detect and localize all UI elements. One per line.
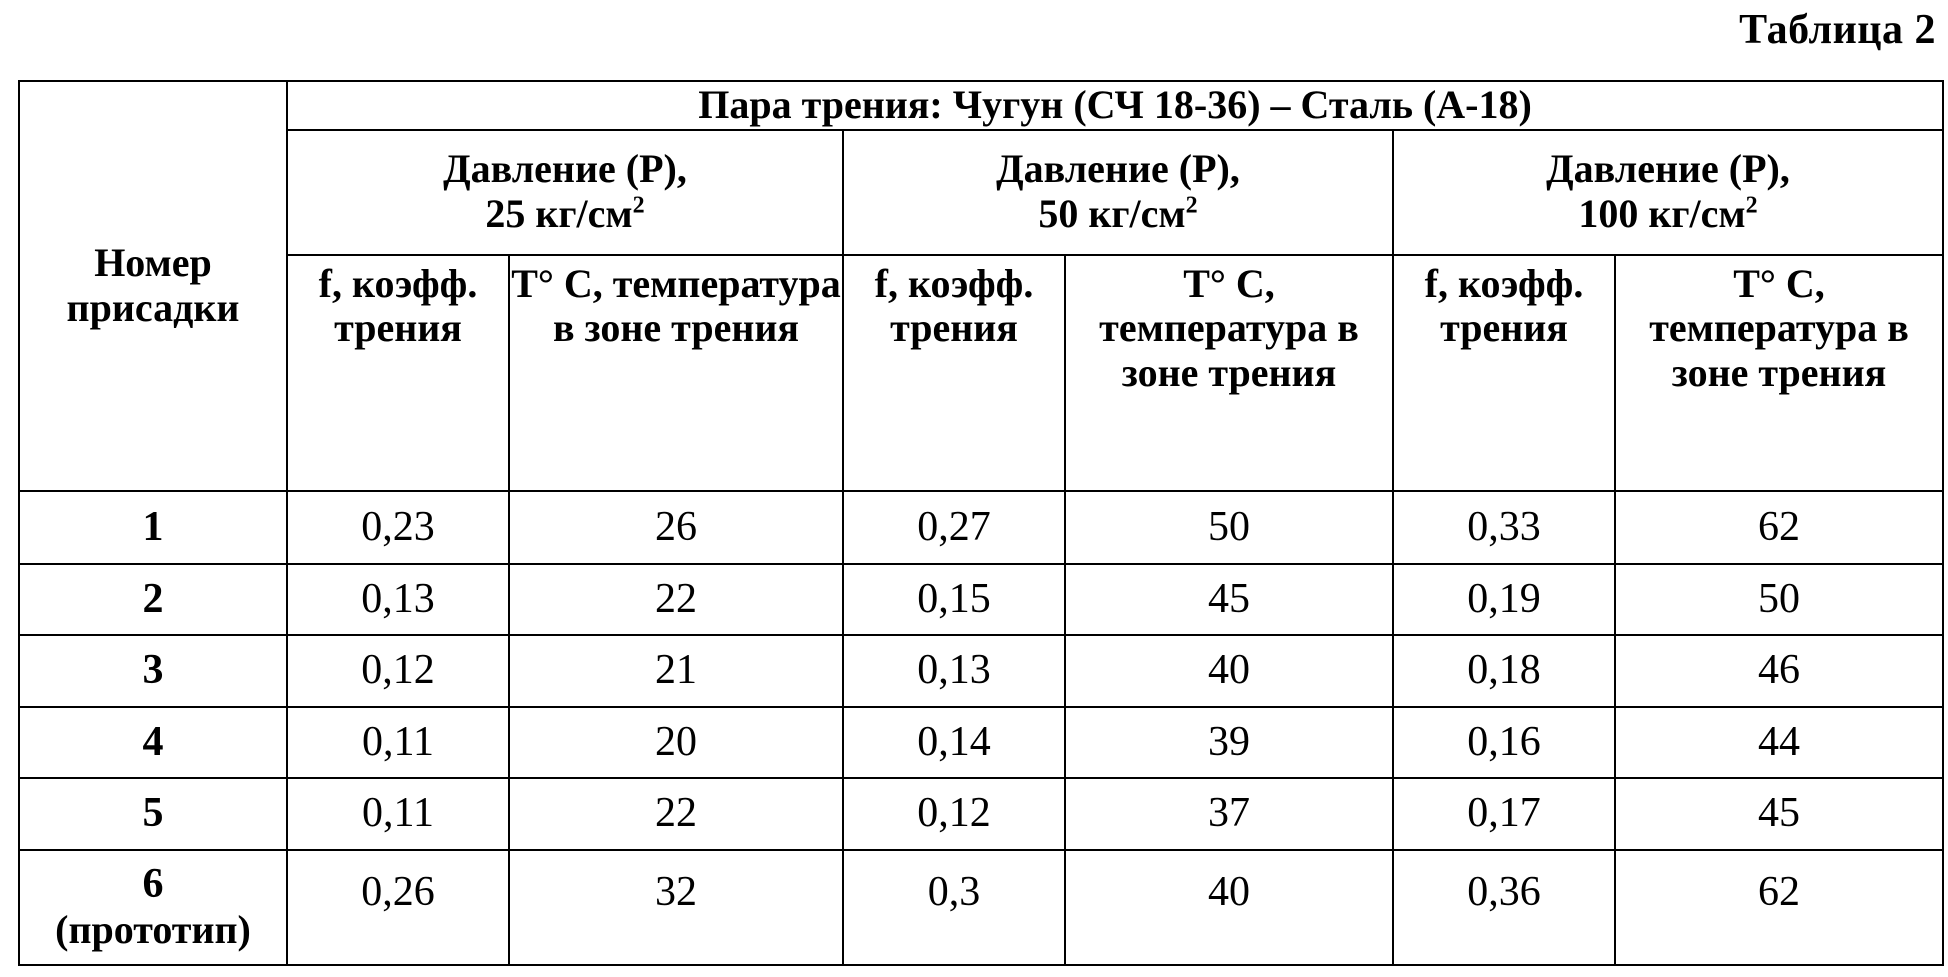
pressure-label: Давление (Р), xyxy=(1546,146,1790,192)
additive-number-value: 6 xyxy=(142,861,164,908)
table-cell: 0,13 xyxy=(287,564,509,635)
additive-number: 1 xyxy=(19,491,287,563)
table-cell: 44 xyxy=(1615,707,1943,778)
table-cell: 22 xyxy=(509,778,843,849)
table-cell: 21 xyxy=(509,635,843,706)
table-cell: 37 xyxy=(1065,778,1393,849)
temperature-header: Т° С, температура в зоне трения xyxy=(509,255,843,492)
table-cell: 62 xyxy=(1615,850,1943,965)
friction-coefficient-header: f, коэфф. трения xyxy=(843,255,1065,492)
additive-number: 4 xyxy=(19,707,287,778)
pressure-unit-exponent: 2 xyxy=(632,192,645,219)
table-row xyxy=(19,707,1943,778)
table-cell: 45 xyxy=(1615,778,1943,849)
table-cell: 0,17 xyxy=(1393,778,1615,849)
table-row xyxy=(19,778,1943,849)
temperature-header: Т° С, температура в зоне трения xyxy=(1065,255,1393,492)
additive-number: 3 xyxy=(19,635,287,706)
friction-table xyxy=(18,80,1944,966)
table-cell: 20 xyxy=(509,707,843,778)
table-row xyxy=(19,564,1943,635)
prototype-label: (прототип) xyxy=(55,907,251,953)
table-cell: 26 xyxy=(509,491,843,563)
table-cell: 0,26 xyxy=(287,850,509,965)
table-cell: 50 xyxy=(1615,564,1943,635)
table-row xyxy=(19,491,1943,563)
pressure-unit-exponent: 2 xyxy=(1745,192,1758,219)
table-cell: 0,33 xyxy=(1393,491,1615,563)
table-cell: 0,19 xyxy=(1393,564,1615,635)
table-cell: 0,13 xyxy=(843,635,1065,706)
table-row xyxy=(19,635,1943,706)
table-cell: 0,16 xyxy=(1393,707,1615,778)
table-cell: 22 xyxy=(509,564,843,635)
group-title: Пара трения: Чугун (СЧ 18-36) – Сталь (А-18) xyxy=(287,81,1943,130)
pressure-value: 25 кг/см xyxy=(485,191,633,237)
friction-coefficient-header: f, коэфф. трения xyxy=(1393,255,1615,492)
table-cell: 40 xyxy=(1065,635,1393,706)
table-cell: 0,27 xyxy=(843,491,1065,563)
table-cell: 0,23 xyxy=(287,491,509,563)
table-caption: Таблица 2 xyxy=(1739,7,1936,53)
row-header: Номер присадки xyxy=(19,81,287,491)
table-row xyxy=(19,850,1943,965)
table-cell: 0,14 xyxy=(843,707,1065,778)
additive-number xyxy=(19,850,287,965)
table-cell: 0,15 xyxy=(843,564,1065,635)
table-cell: 0,12 xyxy=(287,635,509,706)
table-cell: 46 xyxy=(1615,635,1943,706)
pressure-header-100 xyxy=(1393,130,1943,255)
table-cell: 62 xyxy=(1615,491,1943,563)
additive-number: 2 xyxy=(19,564,287,635)
additive-number: 5 xyxy=(19,778,287,849)
pressure-value: 50 кг/см xyxy=(1038,191,1186,237)
table-cell: 0,11 xyxy=(287,707,509,778)
friction-coefficient-header: f, коэфф. трения xyxy=(287,255,509,492)
table-cell: 40 xyxy=(1065,850,1393,965)
pressure-label: Давление (Р), xyxy=(996,146,1240,192)
pressure-header-25 xyxy=(287,130,843,255)
table-cell: 32 xyxy=(509,850,843,965)
table-cell: 0,36 xyxy=(1393,850,1615,965)
table-cell: 0,18 xyxy=(1393,635,1615,706)
pressure-label: Давление (Р), xyxy=(443,146,687,192)
table-cell: 0,11 xyxy=(287,778,509,849)
table-cell: 0,12 xyxy=(843,778,1065,849)
table-cell: 0,3 xyxy=(843,850,1065,965)
table-cell: 45 xyxy=(1065,564,1393,635)
pressure-unit-exponent: 2 xyxy=(1185,192,1198,219)
pressure-header-50 xyxy=(843,130,1393,255)
table-cell: 39 xyxy=(1065,707,1393,778)
table-cell: 50 xyxy=(1065,491,1393,563)
temperature-header: Т° С, температура в зоне трения xyxy=(1615,255,1943,492)
pressure-value: 100 кг/см xyxy=(1578,191,1746,237)
